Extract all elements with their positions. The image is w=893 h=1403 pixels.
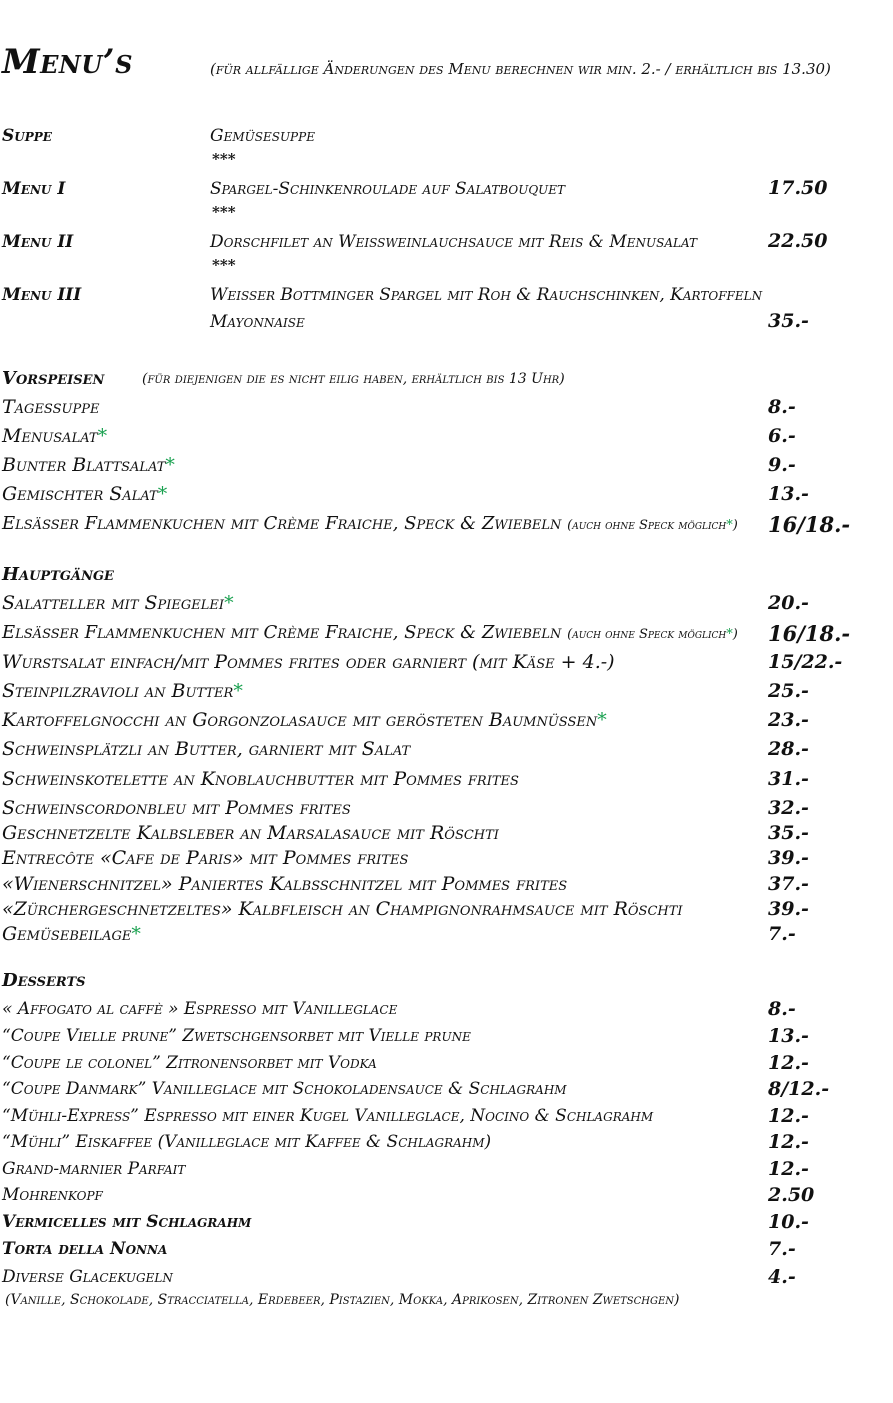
- dessert-item: Vermicelles mit Schlagrahm: [2, 1212, 252, 1232]
- vorspeise-item: [2, 513, 738, 534]
- item-name: Elsässer Flammenkuchen mit Crème Fraiche, Speck & Zwiebeln: [2, 622, 562, 643]
- flavors-note: (Vanille, Schokolade, Stracciatella, Erdebeer, Pistazien, Mokka, Aprikosen, Zitronen Zwetschgen): [5, 1292, 680, 1308]
- section-title-hauptgaenge: Hauptgänge: [2, 564, 114, 585]
- section-note-vorspeisen: (für diejenigen die es nicht eilig haben, erhältlich bis 13 Uhr): [142, 371, 565, 387]
- dessert-item: Diverse Glacekugeln: [2, 1267, 173, 1287]
- item-price: 31.-: [768, 768, 809, 790]
- vegetarian-star-icon: *: [131, 923, 141, 945]
- item-price: 35.-: [768, 822, 809, 844]
- dessert-item: Mohrenkopf: [2, 1185, 103, 1205]
- vorspeise-item: [2, 396, 99, 418]
- item-price: 23.-: [768, 709, 809, 731]
- item-price: 28.-: [768, 738, 809, 760]
- menu-separator: ***: [212, 256, 236, 274]
- item-price: 4.-: [768, 1266, 796, 1288]
- dessert-item: “Coupe Danmark” Vanilleglace mit Schokoladensauce & Schlagrahm: [2, 1079, 567, 1099]
- vegetarian-star-icon: *: [726, 627, 733, 642]
- item-price: 12.-: [768, 1052, 809, 1074]
- item-price: 32.-: [768, 797, 809, 819]
- item-price: 2.50: [768, 1184, 815, 1206]
- hauptgang-item: [2, 768, 519, 790]
- vegetarian-star-icon: *: [97, 425, 108, 447]
- menu-price-menu-1: 17.50: [768, 177, 828, 199]
- item-name: Elsässer Flammenkuchen mit Crème Fraiche, Speck & Zwiebeln: [2, 513, 562, 534]
- item-price: 8/12.-: [768, 1078, 830, 1100]
- vorspeise-item: [2, 483, 167, 505]
- item-note-end: ): [732, 518, 738, 533]
- item-name: Geschnetzelte Kalbsleber an Marsalasauce mit Röschti: [2, 822, 499, 844]
- item-name: Tagessuppe: [2, 396, 100, 418]
- item-price: 9.-: [768, 454, 796, 476]
- dessert-item: “Coupe Vielle prune” Zwetschgensorbet mit Vielle prune: [2, 1026, 471, 1046]
- item-price: 20.-: [768, 592, 809, 614]
- item-price: 10.-: [768, 1211, 809, 1233]
- vegetarian-star-icon: *: [157, 483, 168, 505]
- vegetarian-star-icon: *: [597, 709, 607, 731]
- hauptgang-item: [2, 873, 567, 895]
- menu-desc-menu-1: Spargel-Schinkenroulade auf Salatbouquet: [210, 179, 566, 199]
- menu-price-menu-3: 35.-: [768, 310, 809, 332]
- vorspeise-item: [2, 425, 107, 447]
- menu-label-menu-2: Menu II: [2, 232, 74, 252]
- item-name: Schweinskotelette an Knoblauchbutter mit Pommes frites: [2, 768, 519, 790]
- dessert-item: “Mühli” Eiskaffee (Vanilleglace mit Kaffee & Schlagrahm): [2, 1132, 492, 1152]
- item-price: 39.-: [768, 898, 809, 920]
- item-name: Kartoffelgnocchi an Gorgonzolasauce mit gerösteten Baumnüssen: [2, 709, 598, 731]
- vorspeise-item: [2, 454, 175, 476]
- item-price: 16/18.-: [768, 512, 851, 537]
- menu-desc-menu-2: Dorschfilet an Weissweinlauchsauce mit Reis & Menusalat: [210, 232, 697, 252]
- item-name: Menusalat: [2, 425, 98, 447]
- hauptgang-item: [2, 923, 141, 945]
- hauptgang-item: [2, 797, 351, 819]
- menu-desc-menu-3: Weisser Bottminger Spargel mit Roh & Rauchschinken, Kartoffeln: [210, 285, 763, 305]
- section-title-vorspeisen: Vorspeisen: [2, 368, 105, 389]
- item-price: 12.-: [768, 1131, 809, 1153]
- hauptgang-item: [2, 651, 615, 673]
- hauptgang-item: [2, 680, 243, 702]
- item-price: 8.-: [768, 998, 796, 1020]
- item-price: 13.-: [768, 1025, 809, 1047]
- item-name: Schweinsplätzli an Butter, garniert mit Salat: [2, 738, 411, 760]
- menu-separator: ***: [212, 150, 236, 168]
- item-price: 8.-: [768, 396, 796, 418]
- item-name: Salatteller mit Spiegelei: [2, 592, 225, 614]
- item-name: Wurstsalat einfach/mit Pommes frites oder garniert (mit Käse + 4.-): [2, 651, 615, 673]
- vegetarian-star-icon: *: [165, 454, 175, 476]
- hauptgang-item: [2, 898, 683, 920]
- item-price: 6.-: [768, 425, 796, 447]
- item-price: 12.-: [768, 1158, 809, 1180]
- vegetarian-star-icon: *: [233, 680, 243, 702]
- menu-desc-menu-3-line2: Mayonnaise: [210, 312, 305, 332]
- menu-price-menu-2: 22.50: [768, 230, 828, 252]
- title-note: (für allfällige Änderungen des Menu berechnen wir min. 2.- / erhältlich bis 13.30): [210, 60, 831, 78]
- item-name: Bunter Blattsalat: [2, 454, 166, 476]
- dessert-item: « Affogato al caffè » Espresso mit Vanilleglace: [2, 999, 398, 1019]
- dessert-item: “Mühli-Express” Espresso mit einer Kugel Vanilleglace, Nocino & Schlagrahm: [2, 1106, 654, 1126]
- item-price: 25.-: [768, 680, 809, 702]
- vegetarian-star-icon: *: [224, 592, 234, 614]
- item-price: 13.-: [768, 483, 809, 505]
- item-name: Schweinscordonbleu mit Pommes frites: [2, 797, 351, 819]
- item-note-end: ): [732, 627, 738, 642]
- item-price: 16/18.-: [768, 621, 851, 646]
- dessert-item: Torta della Nonna: [2, 1239, 168, 1259]
- menu-label-menu-3: Menu III: [2, 285, 82, 305]
- hauptgang-item: [2, 847, 408, 869]
- item-name: Gemischter Salat: [2, 483, 158, 505]
- item-note: [567, 627, 738, 642]
- hauptgang-item: [2, 592, 234, 614]
- item-note-text: (auch ohne Speck möglich: [567, 627, 727, 642]
- item-name: Gemüsebeilage: [2, 923, 132, 945]
- menu-separator: ***: [212, 203, 236, 221]
- item-name: «Wienerschnitzel» Paniertes Kalbsschnitzel mit Pommes frites: [2, 873, 568, 895]
- item-note-text: (auch ohne Speck möglich: [567, 518, 727, 533]
- item-price: 12.-: [768, 1105, 809, 1127]
- item-price: 7.-: [768, 1238, 796, 1260]
- dessert-item: Grand-marnier Parfait: [2, 1159, 186, 1179]
- page-title: Menu’s: [2, 42, 133, 82]
- hauptgang-item: [2, 822, 499, 844]
- item-note: [567, 518, 738, 533]
- item-price: 15/22.-: [768, 651, 843, 673]
- item-name: Steinpilzravioli an Butter: [2, 680, 234, 702]
- menu-label-suppe: Suppe: [2, 126, 52, 146]
- section-title-desserts: Desserts: [2, 970, 86, 991]
- menu-label-menu-1: Menu I: [2, 179, 66, 199]
- item-name: «Zürchergeschnetzeltes» Kalbfleisch an Champignonrahmsauce mit Röschti: [2, 898, 683, 920]
- item-price: 39.-: [768, 847, 809, 869]
- item-name: Entrecôte «Cafe de Paris» mit Pommes frites: [2, 847, 409, 869]
- item-price: 7.-: [768, 923, 796, 945]
- hauptgang-item: [2, 709, 607, 731]
- dessert-item: “Coupe le colonel” Zitronensorbet mit Vodka: [2, 1053, 377, 1073]
- item-price: 37.-: [768, 873, 809, 895]
- menu-desc-suppe: Gemüsesuppe: [210, 126, 315, 146]
- vegetarian-star-icon: *: [726, 518, 733, 533]
- hauptgang-item: [2, 738, 410, 760]
- hauptgang-item: [2, 622, 738, 643]
